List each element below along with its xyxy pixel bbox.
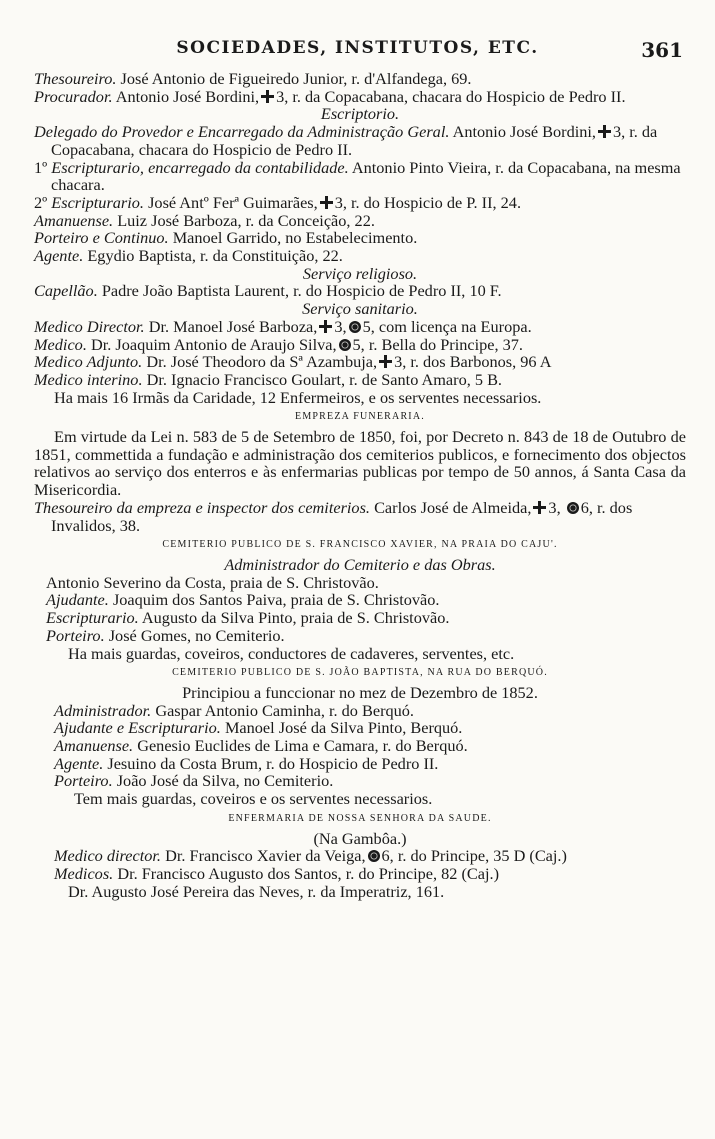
role-label: Capellão. [34,281,98,301]
note-tem-mais: Tem mais guardas, coveiros e os serventes necessarios. [74,789,433,809]
entry-agente [34,247,686,265]
order-cross-icon [261,90,274,103]
entry-text: Dr. Ignacio Francisco Goulart, r. de Santo Amaro, 5 B. [146,369,502,389]
note-irmas: Ha mais 16 Irmãs da Caridade, 12 Enfermeiros, e os serventes necessarios. [54,387,542,407]
entry-text: 3, r. dos Barbonos, 96 A [394,352,552,372]
entry-agente-berquo [34,755,686,773]
entry-text: 3, [548,497,561,517]
entry-ajudante [34,591,686,609]
entry-text: José Gomes, no Cemiterio. [108,625,285,645]
order-rose-icon [368,850,380,862]
entry-text: Dr. Joaquim Antonio de Araujo Silva, [90,334,337,354]
na-gamboa-line: (Na Gambôa.) [313,828,407,848]
entry-text: Padre João Baptista Laurent, r. do Hospicio de Pedro II, 10 F. [101,281,502,301]
entry-amanuense-berquo [34,737,686,755]
role-label: Ajudante. [46,590,109,610]
role-label: Medicos. [54,863,114,883]
running-title: SOCIEDADES, INSTITUTOS, ETC. [176,38,539,58]
entry-amanuense [34,212,686,230]
role-label: Administrador. [54,700,152,720]
entry-text: Antonio José Bordini, [115,86,260,106]
entry-text: Jesuino da Costa Brum, r. do Hospicio de Pedro II. [107,753,439,773]
role-label: Medico interino. [34,369,143,389]
entry-text: 6, r. do Principe, 35 D (Caj.) [381,846,567,866]
page-header [0,38,715,66]
entry-procurador [34,88,686,106]
entry-delegado [34,123,686,158]
role-label: Porteiro. [46,625,105,645]
entry-escripturario-2 [34,194,686,212]
entry-text: José Antonio de Figueiredo Junior, r. d'Alfandega, 69. [120,69,472,88]
role-label: Thesoureiro da empreza e inspector dos cemiterios. [34,497,370,517]
order-cross-icon [319,320,332,333]
order-cross-icon [379,355,392,368]
entry-porteiro-berquo [34,772,686,790]
entry-escripturario-1 [34,159,686,194]
entry-text: 6, r. dos Invalidos, 38. [51,497,633,535]
section-heading-enfermaria: ENFERMARIA DE NOSSA SENHORA DA SAUDE. [228,812,492,824]
ordinal: 1º [34,157,48,177]
role-label: Medico Director. [34,316,145,336]
role-label: Amanuense. [54,736,134,756]
entry-text: 5, r. Bella do Principe, 37. [352,334,524,354]
section-heading-religioso: Serviço religioso. [302,263,418,283]
principiou-line: Principiou a funccionar no mez de Dezembro de 1852. [182,682,538,702]
entry-thesoureiro-empreza [34,499,686,534]
role-label: Medico director. [54,846,162,866]
entry-thesoureiro [34,70,686,88]
role-label: Escripturario. [46,608,139,628]
entry-text: 5, com licença na Europa. [362,316,532,336]
entry-medico-adjunto [34,353,686,371]
role-label: Ajudante e Escripturario. [54,718,221,738]
entry-text: Genesio Euclides de Lima e Camara, r. do Berquó. [137,736,468,756]
entry-medico-director-gamboa [34,847,686,865]
order-cross-icon [533,501,546,514]
entry-text: Dr. José Theodoro da Sª Azambuja, [146,352,378,372]
section-heading-sanitario: Serviço sanitario. [302,299,418,319]
entry-text: Augusto da Silva Pinto, praia de S. Christovão. [141,608,450,628]
entry-text: 3, r. do Hospicio de P. II, 24. [334,192,522,212]
entry-text: Antonio Pinto Vieira, r. da Copacabana, na mesma chacara. [51,157,681,195]
entry-text: João José da Silva, no Cemiterio. [116,771,334,791]
role-label: Amanuense. [34,210,114,230]
note-guardas: Ha mais guardas, coveiros, conductores de cadaveres, serventes, etc. [68,643,515,663]
entry-text: 3, [334,316,347,336]
order-cross-icon [598,125,611,138]
entry-text: Manoel José da Silva Pinto, Berquó. [224,718,463,738]
order-rose-icon [567,502,579,514]
entry-medico-neves: Dr. Augusto José Pereira das Neves, r. da Imperatriz, 161. [68,881,445,901]
entry-text: 3, r. da Copacabana, chacara do Hospicio de Pedro II. [51,122,658,159]
role-label: Medico Adjunto. [34,352,143,372]
role-label: Agente. [34,246,84,266]
page-number: 361 [641,38,683,62]
ordinal: 2º [34,192,48,212]
page-body [34,70,686,900]
entry-medicos-gamboa [34,865,686,883]
role-label: Escripturario, encarregado da contabilidade. [51,157,349,177]
entry-medico-director [34,318,686,336]
empreza-paragraph: Em virtude da Lei n. 583 de 5 de Setembro de 1850, foi, por Decreto n. 843 de 18 de Outubro de 1851, commettida a fundação e administração dos cemiterios publicos, e fornecimento dos objectos relativos ao serviço dos enterros e às enfermarias publicas por tempo de 50 annos, á Santa Casa da Misericordia. [34,427,686,500]
entry-porteiro-caju [34,627,686,645]
role-label: Medico. [34,334,87,354]
entry-text: Luiz José Barboza, r. da Conceição, 22. [117,210,375,230]
order-rose-icon [339,339,351,351]
role-label: Delegado do Provedor e Encarregado da Administração Geral. [34,122,450,142]
role-label: Agente. [54,753,104,773]
role-label: Porteiro e Continuo. [34,228,169,248]
entry-escripturario-caju [34,609,686,627]
entry-text: Manoel Garrido, no Estabelecimento. [172,228,418,248]
entry-admin-name: Antonio Severino da Costa, praia de S. Christovão. [46,572,379,592]
entry-administrador-berquo [34,702,686,720]
section-heading-empreza: EMPREZA FUNERARIA. [295,411,425,423]
role-label: Procurador. [34,86,113,106]
subheading-administrador: Administrador do Cemiterio e das Obras. [224,554,496,574]
role-label: Thesoureiro. [34,69,117,88]
order-cross-icon [320,196,333,209]
section-heading-cemiterio-caju: CEMITERIO PUBLICO DE S. FRANCISCO XAVIER, NA PRAIA DO CAJU'. [162,539,558,551]
entry-text: Egydio Baptista, r. da Constituição, 22. [87,246,343,266]
entry-text: Dr. Francisco Augusto dos Santos, r. do Principe, 82 (Caj.) [117,863,499,883]
entry-text: 3, r. da Copacabana, chacara do Hospicio de Pedro II. [276,86,626,106]
entry-porteiro [34,229,686,247]
role-label: Escripturario. [51,192,145,212]
role-label: Porteiro. [54,771,113,791]
order-rose-icon [349,321,361,333]
entry-medico-interino [34,371,686,389]
entry-text: Dr. Francisco Xavier da Veiga, [165,846,366,866]
entry-text: Dr. Manoel José Barboza, [148,316,318,336]
entry-text: Gaspar Antonio Caminha, r. do Berquó. [155,700,414,720]
entry-medico [34,336,686,354]
entry-ajudante-berquo [34,719,686,737]
entry-capellao [34,282,686,300]
section-heading-cemiterio-berquo: CEMITERIO PUBLICO DE S. JOÃO BAPTISTA, NA RUA DO BERQUÓ. [172,667,548,679]
entry-text: José Antº Ferª Guimarães, [148,192,318,212]
entry-text: Joaquim dos Santos Paiva, praia de S. Christovão. [112,590,440,610]
section-heading-escriptorio: Escriptorio. [320,104,400,124]
entry-text: Carlos José de Almeida, [374,497,532,517]
entry-text: Antonio José Bordini, [452,122,596,142]
